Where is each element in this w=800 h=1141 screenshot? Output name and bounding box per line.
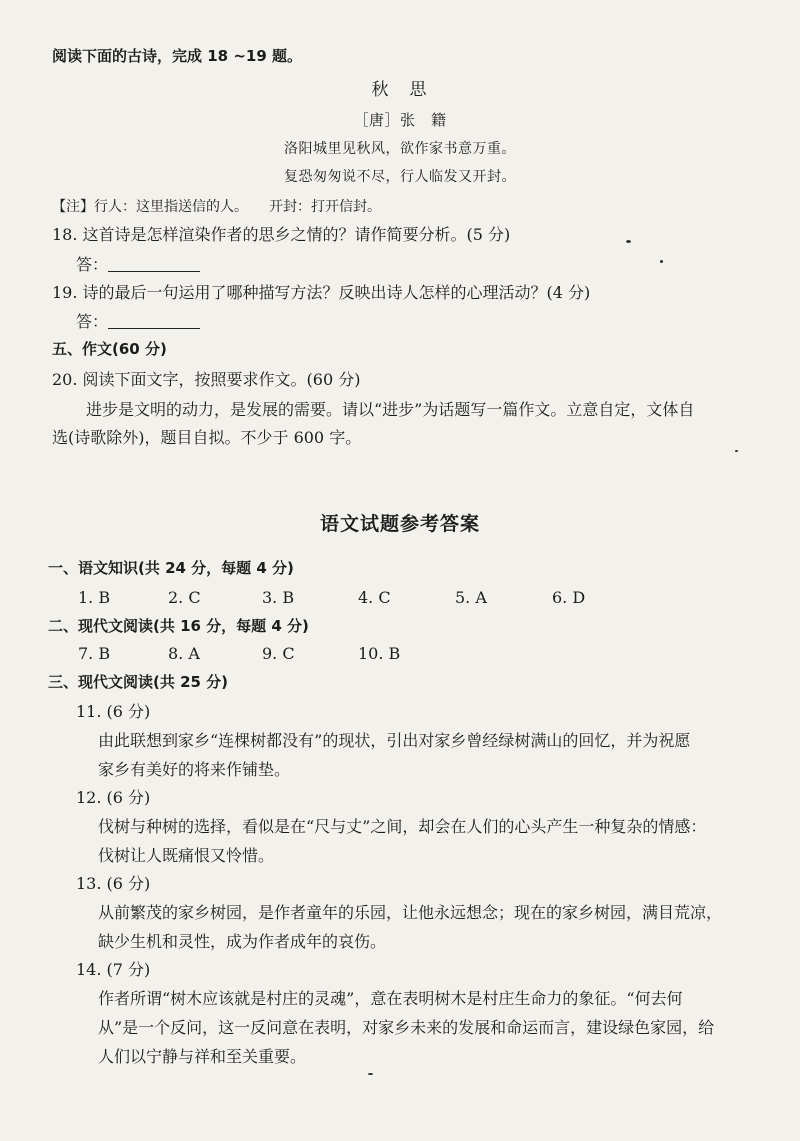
question-intro: 阅读下面的古诗，完成 18 ~19 题。	[52, 47, 302, 65]
answers-title: 语文试题参考答案	[319, 513, 480, 535]
poem-line-2: 复恐匆匆说不尽，行人临发又开封。	[284, 169, 516, 185]
answer-12-line-1: 伐树与种树的选择，看似是在“尺与丈”之间，却会在人们的心头产生一种复杂的情感：	[98, 817, 707, 836]
answer-label: 答：	[76, 312, 109, 331]
part-2-answer: 10. B	[358, 644, 401, 663]
poem-author: ［唐］张 籍	[353, 111, 447, 129]
part-1-answer: 6. D	[552, 588, 586, 607]
part-2-heading: 二、现代文阅读(共 16 分，每题 4 分)	[48, 617, 309, 635]
part-1-answer: 5. A	[455, 588, 487, 607]
answer-12-line-2: 伐树让人既痛恨又怜惜。	[98, 846, 275, 865]
answer-13-line-1: 从前繁茂的家乡树园，是作者童年的乐园，让他永远想念；现在的家乡树园，满目荒凉，	[98, 903, 723, 922]
scan-speck	[735, 450, 738, 452]
answer-14-line-1: 作者所谓“树木应该就是村庄的灵魂”，意在表明树木是村庄生命力的象征。“何去何	[98, 989, 683, 1008]
answer-11-line-2: 家乡有美好的将来作铺垫。	[98, 760, 291, 779]
scan-speck	[626, 240, 631, 243]
answer-label: 答：	[76, 255, 109, 274]
poem-note: 【注】行人：这里指送信的人。 开封：打开信封。	[52, 199, 381, 215]
scan-speck	[368, 1073, 373, 1075]
answer-14-line-3: 人们以宁静与祥和至关重要。	[98, 1047, 307, 1066]
part-3-heading: 三、现代文阅读(共 25 分)	[48, 673, 229, 691]
question-19: 19. 诗的最后一句运用了哪种描写方法？反映出诗人怎样的心理活动？(4 分)	[52, 283, 591, 302]
scan-speck	[660, 260, 663, 263]
question-18-answer-line	[76, 255, 200, 275]
section-5-heading: 五、作文(60 分)	[52, 340, 167, 358]
answer-13-line-2: 缺少生机和灵性，成为作者成年的哀伤。	[98, 932, 387, 951]
answer-13-label: 13. (6 分)	[76, 874, 151, 893]
question-18: 18. 这首诗是怎样渲染作者的思乡之情的？请作简要分析。(5 分)	[52, 225, 511, 244]
part-2-answer: 9. C	[262, 644, 295, 663]
part-2-answer: 8. A	[168, 644, 200, 663]
answer-blank[interactable]	[108, 314, 200, 329]
answer-14-label: 14. (7 分)	[76, 960, 151, 979]
part-1-answer: 4. C	[358, 588, 391, 607]
poem-line-1: 洛阳城里见秋风，欲作家书意万重。	[284, 141, 516, 157]
question-20: 20. 阅读下面文字，按照要求作文。(60 分)	[52, 370, 361, 389]
answer-11-label: 11. (6 分)	[76, 702, 151, 721]
question-20-line-2: 选(诗歌除外)，题目自拟。不少于 600 字。	[52, 428, 362, 447]
question-19-answer-line	[76, 312, 200, 332]
part-1-answer: 1. B	[78, 588, 111, 607]
part-1-answer: 3. B	[262, 588, 295, 607]
answer-blank[interactable]	[108, 257, 200, 272]
question-20-line-1: 进步是文明的动力，是发展的需要。请以“进步”为话题写一篇作文。立意自定，文体自	[86, 400, 695, 419]
answer-11-line-1: 由此联想到家乡“连棵树都没有”的现状，引出对家乡曾经绿树满山的回忆，并为祝愿	[98, 731, 691, 750]
part-2-answer: 7. B	[78, 644, 111, 663]
answer-14-line-2: 从”是一个反问，这一反问意在表明，对家乡未来的发展和命运而言，建设绿色家园，给	[98, 1018, 715, 1037]
part-1-answer: 2. C	[168, 588, 201, 607]
part-1-heading: 一、语文知识(共 24 分，每题 4 分)	[48, 559, 294, 577]
answer-12-label: 12. (6 分)	[76, 788, 151, 807]
poem-title: 秋 思	[371, 80, 429, 100]
